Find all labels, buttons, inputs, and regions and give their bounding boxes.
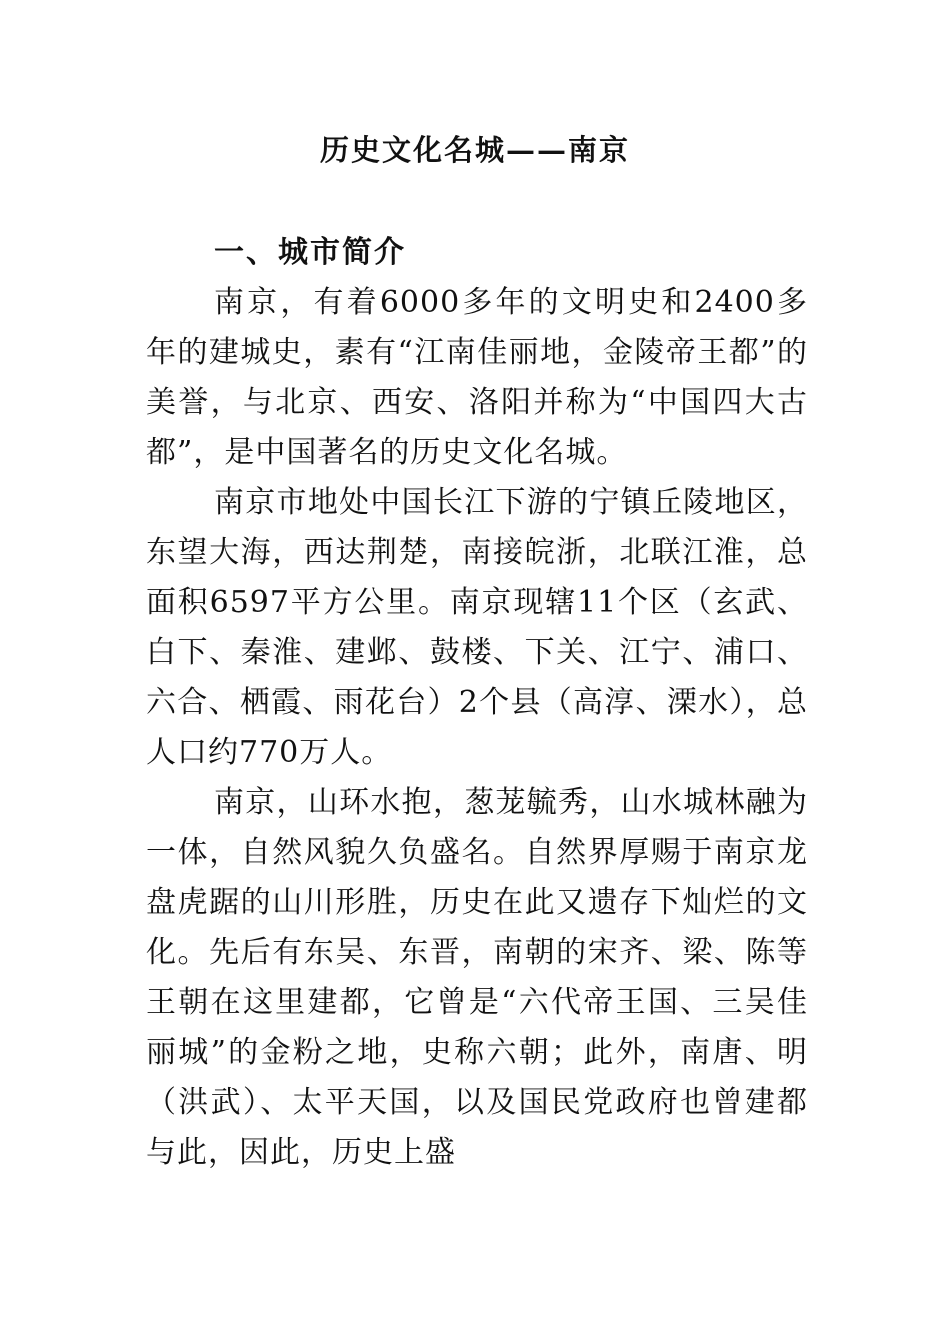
paragraph-geography: 南京市地处中国长江下游的宁镇丘陵地区，东望大海，西达荆楚，南接皖浙，北联江淮，总面积6597平方公里。南京现辖11个区（玄武、白下、秦淮、建邺、鼓楼、下关、江宁、浦口、六合、栖霞、雨花台）2个县（高淳、溧水），总人口约770万人。 [146, 485, 808, 770]
document-title: 历史文化名城——南京 [319, 133, 630, 167]
section-heading: 一、城市简介 [214, 235, 406, 270]
document-body [146, 228, 808, 1178]
paragraph-intro: 南京，有着6000多年的文明史和2400多年的建城史，素有“江南佳丽地，金陵帝王都”的美誉，与北京、西安、洛阳并称为“中国四大古都”，是中国著名的历史文化名城。 [146, 285, 808, 470]
paragraph-history: 南京，山环水抱，葱茏毓秀，山水城林融为一体，自然风貌久负盛名。自然界厚赐于南京龙盘虎踞的山川形胜，历史在此又遗存下灿烂的文化。先后有东吴、东晋，南朝的宋齐、梁、陈等王朝在这里建都，它曾是“六代帝王国、三吴佳丽城”的金粉之地，史称六朝；此外，南唐、明（洪武）、太平天国，以及国民党政府也曾建都与此，因此，历史上盛 [146, 785, 808, 1170]
